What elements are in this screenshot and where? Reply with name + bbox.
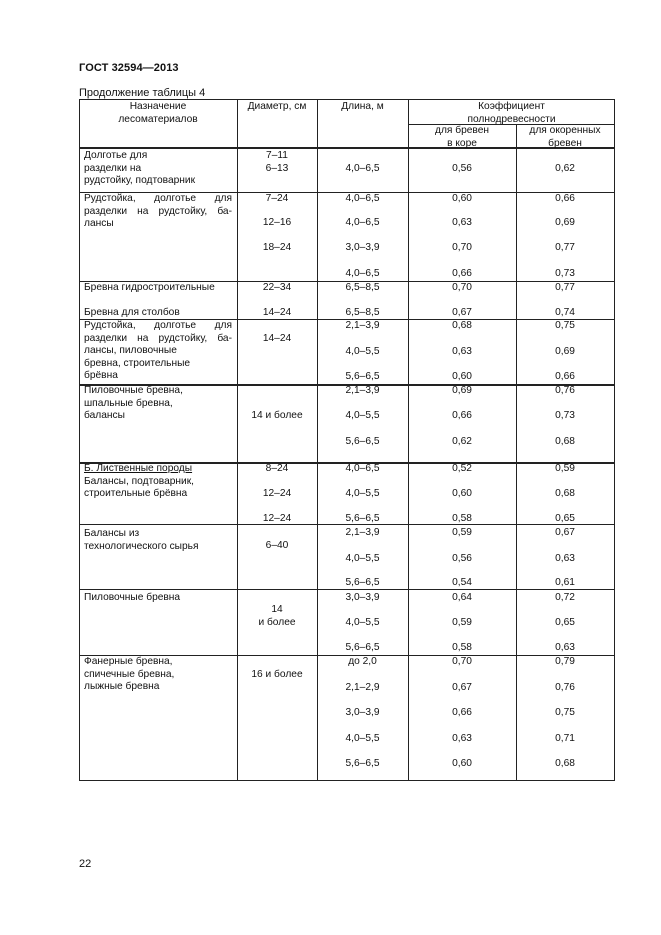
row-coef-bark: 0,64	[452, 592, 472, 603]
document-header: ГОСТ 32594—2013	[79, 62, 179, 74]
row-coef-debarked: 0,62	[555, 163, 575, 174]
row-purpose: Долготье для разделки на рудстойку, подтоварник	[84, 150, 196, 187]
row-diameter: 18–24	[262, 242, 292, 253]
row-coef-bark: 0,70	[452, 656, 472, 667]
row-coef-bark: 0,70	[452, 282, 472, 293]
row-diameter: 14–24	[262, 333, 292, 344]
row-coef-debarked: 0,65	[555, 617, 575, 628]
row-purpose: Рудстойка, долготье для разделки на рудстойку, ба- лансы	[84, 193, 232, 230]
row-diameter: 14–24	[262, 307, 292, 318]
row-length: 5,6–6,5	[345, 758, 380, 769]
column-header-diameter: Диаметр, см	[247, 101, 307, 112]
row-purpose: Пиловочные бревна	[84, 592, 181, 603]
row-length: до 2,0	[348, 656, 377, 667]
row-length: 3,0–3,9	[345, 592, 380, 603]
row-coef-debarked: 0,73	[555, 268, 575, 279]
row-coef-bark: 0,54	[452, 577, 472, 588]
row-coef-debarked: 0,59	[555, 463, 575, 474]
row-coef-debarked: 0,65	[555, 513, 575, 524]
row-diameter: 6–40	[265, 540, 289, 551]
row-purpose: Б. Лиственные породы Балансы, подтоварник, строительные брёвна	[84, 463, 195, 500]
row-coef-bark: 0,58	[452, 642, 472, 653]
row-coef-debarked: 0,68	[555, 758, 575, 769]
column-header-coefficient: Коэффициент полнодревесности	[467, 101, 556, 125]
row-diameter: 12–24	[262, 488, 292, 499]
row-coef-bark: 0,68	[452, 320, 472, 331]
row-coef-debarked: 0,76	[555, 385, 575, 396]
row-purpose: Рудстойка, долготье для разделки на рудстойку, ба- лансы, пиловочные бревна, строительные брёвна	[84, 320, 232, 382]
row-coef-debarked: 0,63	[555, 642, 575, 653]
row-coef-debarked: 0,77	[555, 242, 575, 253]
row-diameter: 7–24	[265, 193, 289, 204]
row-coef-bark: 0,56	[452, 553, 472, 564]
row-coef-debarked: 0,63	[555, 553, 575, 564]
table-caption: Продолжение таблицы 4	[79, 87, 206, 99]
row-coef-debarked: 0,72	[555, 592, 575, 603]
row-length: 3,0–3,9	[345, 707, 380, 718]
row-coef-debarked: 0,68	[555, 436, 575, 447]
data-table	[79, 99, 615, 781]
row-length: 4,0–5,5	[345, 553, 380, 564]
row-coef-debarked: 0,61	[555, 577, 575, 588]
row-diameter: 7–11	[266, 150, 288, 161]
row-coef-bark: 0,67	[452, 307, 472, 318]
row-coef-debarked: 0,66	[555, 371, 575, 382]
column-header-purpose: Назначение лесоматериалов	[118, 101, 198, 125]
row-length: 4,0–5,5	[345, 617, 380, 628]
row-length: 3,0–3,9	[345, 242, 380, 253]
row-coef-bark: 0,52	[452, 463, 472, 474]
row-coef-bark: 0,60	[452, 371, 472, 382]
row-diameter: 12–16	[262, 217, 292, 228]
row-length: 5,6–6,5	[345, 513, 380, 524]
row-diameter: 12–24	[262, 513, 292, 524]
row-length: 4,0–6,5	[345, 268, 380, 279]
row-coef-debarked: 0,67	[555, 527, 575, 538]
row-coef-debarked: 0,75	[555, 320, 575, 331]
row-length: 5,6–6,5	[345, 642, 380, 653]
row-length: 5,6–6,5	[345, 371, 380, 382]
row-purpose: Балансы из технологического сырья	[84, 528, 199, 552]
row-diameter: 14 и более	[251, 410, 303, 421]
row-length: 4,0–5,5	[345, 410, 380, 421]
column-header-length: Длина, м	[341, 101, 384, 112]
row-coef-debarked: 0,68	[555, 488, 575, 499]
row-diameter: 22–34	[262, 282, 292, 293]
column-header-debarked: для окоренных бревен	[529, 125, 601, 149]
row-coef-bark: 0,60	[452, 488, 472, 499]
row-coef-debarked: 0,79	[555, 656, 575, 667]
row-length: 6,5–8,5	[345, 282, 380, 293]
row-purpose: Пиловочные бревна, шпальные бревна, балансы	[84, 385, 183, 422]
row-length: 4,0–6,5	[345, 163, 380, 174]
row-length: 5,6–6,5	[345, 436, 380, 447]
row-coef-bark: 0,60	[452, 758, 472, 769]
row-coef-debarked: 0,77	[555, 282, 575, 293]
row-coef-bark: 0,60	[452, 193, 472, 204]
row-coef-debarked: 0,69	[555, 346, 575, 357]
row-coef-bark: 0,63	[452, 733, 472, 744]
row-coef-bark: 0,62	[452, 436, 472, 447]
row-coef-bark: 0,59	[452, 617, 472, 628]
row-length: 4,0–5,5	[345, 488, 380, 499]
row-coef-bark: 0,63	[452, 346, 472, 357]
row-coef-bark: 0,66	[452, 268, 472, 279]
row-coef-bark: 0,66	[452, 707, 472, 718]
row-diameter: 16 и более	[251, 669, 303, 680]
column-header-bark: для бревен в коре	[435, 125, 489, 149]
row-length: 2,1–3,9	[345, 527, 380, 538]
row-coef-debarked: 0,69	[555, 217, 575, 228]
row-coef-bark: 0,63	[452, 217, 472, 228]
row-length: 2,1–2,9	[345, 682, 380, 693]
row-coef-debarked: 0,75	[555, 707, 575, 718]
row-length: 4,0–6,5	[345, 463, 380, 474]
section-title: Б. Лиственные породы	[84, 463, 193, 474]
row-length: 4,0–5,5	[345, 346, 380, 357]
row-length: 2,1–3,9	[345, 320, 380, 331]
row-coef-bark: 0,70	[452, 242, 472, 253]
row-coef-bark: 0,58	[452, 513, 472, 524]
row-length: 4,0–5,5	[345, 733, 380, 744]
row-diameter: 8–24	[265, 463, 289, 474]
row-purpose: Бревна гидростроительные	[84, 282, 215, 293]
row-diameter: 14 и более	[258, 604, 296, 628]
row-coef-bark: 0,69	[452, 385, 472, 396]
row-coef-debarked: 0,73	[555, 410, 575, 421]
row-purpose: Бревна для столбов	[84, 307, 180, 318]
row-coef-debarked: 0,74	[555, 307, 575, 318]
row-length: 6,5–8,5	[345, 307, 380, 318]
row-coef-bark: 0,59	[452, 527, 472, 538]
row-coef-debarked: 0,66	[555, 193, 575, 204]
page-number: 22	[79, 858, 92, 870]
row-diameter: 6–13	[265, 163, 289, 174]
row-length: 5,6–6,5	[345, 577, 380, 588]
row-purpose: Фанерные бревна, спичечные бревна, лыжные бревна	[84, 656, 175, 693]
row-coef-bark: 0,56	[452, 163, 472, 174]
row-coef-debarked: 0,71	[555, 733, 575, 744]
row-length: 4,0–6,5	[345, 217, 380, 228]
row-length: 2,1–3,9	[345, 385, 380, 396]
row-coef-bark: 0,66	[452, 410, 472, 421]
row-length: 4,0–6,5	[345, 193, 380, 204]
row-coef-debarked: 0,76	[555, 682, 575, 693]
row-coef-bark: 0,67	[452, 682, 472, 693]
